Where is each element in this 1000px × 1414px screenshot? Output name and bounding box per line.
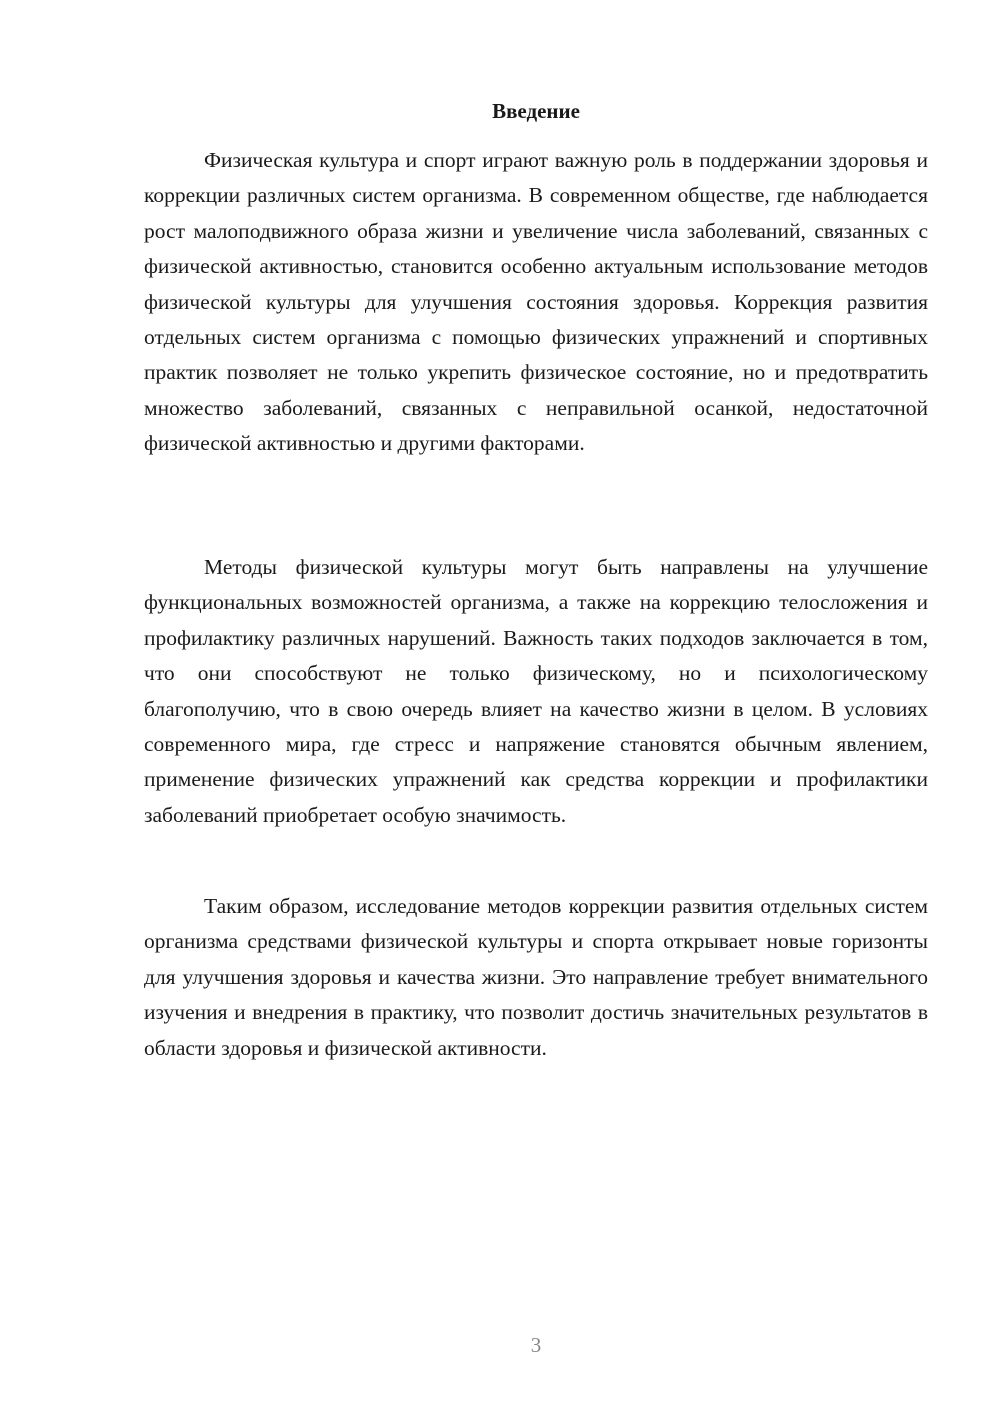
page-number: 3	[530, 1333, 542, 1357]
section-heading: Введение	[492, 99, 580, 123]
paragraph-2: Методы физической культуры могут быть направлены на улучшение функциональных возможностей организма, а также на коррекцию телосложения и профилактику различных нарушений. Важность таких подходов заключается в том, что они способствуют не только физическому, но и психологическому благополучию, что в свою очередь влияет на качество жизни в целом. В условиях современного мира, где стресс и напряжение становятся обычным явлением, применение физических упражнений как средства коррекции и профилактики заболеваний приобретает особую значимость.	[144, 555, 928, 827]
paragraph-1: Физическая культура и спорт играют важную роль в поддержании здоровья и коррекции различных систем организма. В современном обществе, где наблюдается рост малоподвижного образа жизни и увеличение числа заболеваний, связанных с физической активностью, становится особенно актуальным использование методов физической культуры для улучшения состояния здоровья. Коррекция развития отдельных систем организма с помощью физических упражнений и спортивных практик позволяет не только укрепить физическое состояние, но и предотвратить множество заболеваний, связанных с неправильной осанкой, недостаточной физической активностью и другими факторами.	[144, 148, 928, 456]
paragraph-3: Таким образом, исследование методов коррекции развития отдельных систем организма средствами физической культуры и спорта открывает новые горизонты для улучшения здоровья и качества жизни. Это направление требует внимательного изучения и внедрения в практику, что позволит достичь значительных результатов в области здоровья и физической активности.	[144, 894, 928, 1060]
